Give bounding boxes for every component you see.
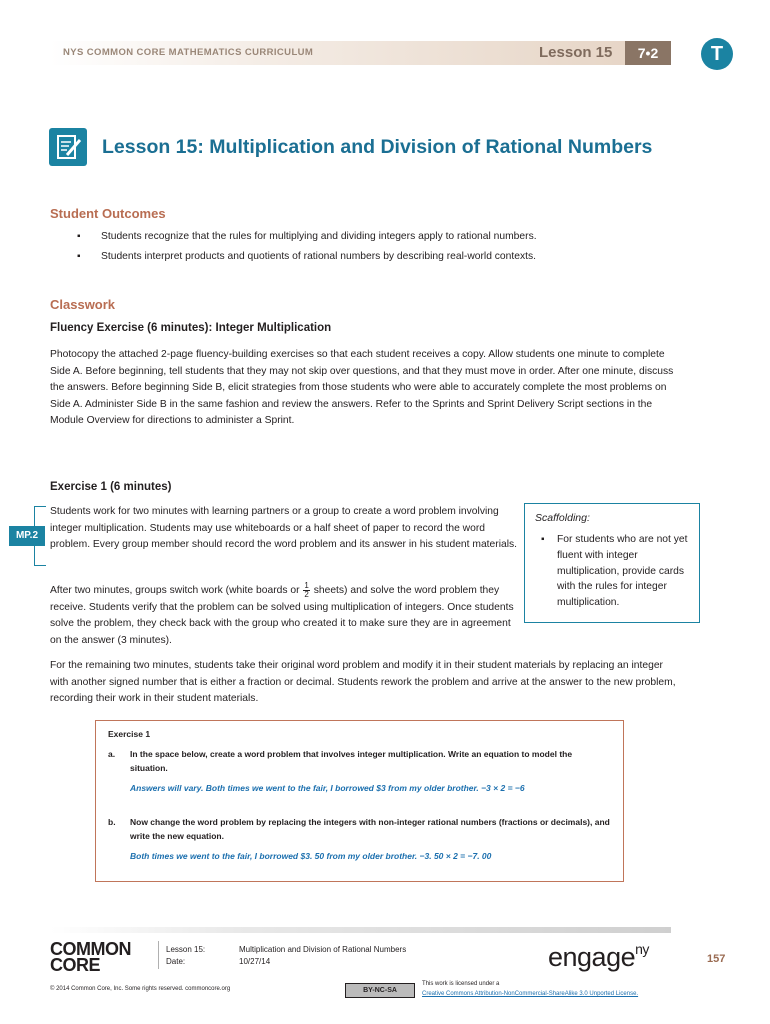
exercise1-paragraph-3: For the remaining two minutes, students take their original word problem and modify it in their student materials by replacing an integer with another signed number that is either a fraction or decimal. Students rework the problem and arrive at the answer to the new problem, recording their work in their student materials. <box>50 660 676 704</box>
part-b-label: b. <box>108 817 116 827</box>
engage-text: engage <box>548 942 636 972</box>
exercise-box-title: Exercise 1 <box>108 729 151 739</box>
part-a-label: a. <box>108 749 116 759</box>
exercise-box <box>95 720 624 882</box>
part-b-answer: Both times we went to the fair, I borrowed $3. 50 from my older brother. −3. 50 × 2 = −7. 00 <box>130 851 492 861</box>
engageny-logo <box>548 941 649 973</box>
logo-line-2: CORE <box>50 955 101 975</box>
exercise-part-b <box>108 815 611 843</box>
exercise-part-a <box>108 747 611 775</box>
footer-lesson-title: Multiplication and Division of Rational Numbers <box>239 945 407 954</box>
student-outcomes-heading: Student Outcomes <box>50 206 166 221</box>
paragraph-text: After two minutes, groups switch work (white boards or <box>50 585 300 597</box>
lesson-title: Lesson 15: Multiplication and Division of Rational Numbers <box>102 136 653 158</box>
exercise1-heading: Exercise 1 (6 minutes) <box>50 481 172 493</box>
part-a-prompt: In the space below, create a word problem that involves integer multiplication. Write an equation to model the situation. <box>130 749 573 773</box>
one-half-fraction <box>303 582 309 599</box>
footer-divider <box>158 941 159 969</box>
footer-values <box>239 944 406 968</box>
list-item: ▪ Students recognize that the rules for multiplying and dividing integers apply to rational numbers. <box>77 227 697 247</box>
scaffolding-text: ▪ For students who are not yet fluent with integer multiplication, provide cards with the rules for integer multiplication. <box>535 532 689 611</box>
classwork-heading: Classwork <box>50 297 116 312</box>
footer-lesson-label: Lesson 15: <box>166 945 206 954</box>
paragraph-text: sheets) and solve the word problem they receive. Students verify that the problem can be solved using multiplication of integers. Once students solve the problem, they check back with the group who created it to make sure they are in agreement on the answer (3 minutes). <box>50 585 514 646</box>
fluency-heading: Fluency Exercise (6 minutes): Integer Multiplication <box>50 322 332 334</box>
fraction-denominator: 2 <box>304 590 309 599</box>
fraction-numerator: 1 <box>304 581 309 590</box>
footer-date: 10/27/14 <box>239 957 271 966</box>
license-line-1: This work is licensed under a <box>422 981 500 987</box>
creative-commons-icon: BY-NC-SA <box>345 983 415 998</box>
notepad-pencil-icon <box>49 128 87 166</box>
header-lesson: Lesson 15 <box>539 44 613 61</box>
footer-date-label: Date: <box>166 957 186 966</box>
license-notice <box>422 979 638 999</box>
footer-rule <box>50 927 671 933</box>
module-badge: 7•2 <box>625 41 671 65</box>
list-item: ▪ Students interpret products and quotients of rational numbers by describing real-world contexts. <box>77 247 697 267</box>
logo-line-1: COMMON <box>50 939 131 959</box>
teacher-badge: T <box>701 38 733 70</box>
part-a-answer: Answers will vary. Both times we went to the fair, I borrowed $3 from my older brother. −3 × 2 = −6 <box>130 783 525 793</box>
curriculum-label: NYS COMMON CORE MATHEMATICS CURRICULUM <box>63 47 314 58</box>
fluency-paragraph: Photocopy the attached 2-page fluency-building exercises so that each student receives a copy. Allow students one minute to complete Side A. Before beginning, tell students that they may not skip over questions, and that they must move in order. After one minute, discuss the answers. Before beginning Side B, elicit strategies from those students who were able to accurately complete the most problems on Side A. Administer Side B in the same fashion and review the answers. Refer to the Sprints and Sprint Delivery Script sections in the Module Overview for directions to administer a Sprint. <box>50 349 674 426</box>
mp2-badge: MP.2 <box>9 526 45 546</box>
ny-text: ny <box>635 941 649 957</box>
exercise1-paragraph-2 <box>50 582 518 649</box>
exercise1-paragraph-1: Students work for two minutes with learning partners or a group to create a word problem involving integer multiplication. Students may use whiteboards or a half sheet of paper to record the word problem. Every group member should record the word problem and its answer in his student materials. <box>50 506 518 550</box>
common-core-logo <box>50 941 131 973</box>
outcomes-list <box>77 227 697 267</box>
part-b-prompt: Now change the word problem by replacing the integers with non-integer rational numbers (fractions or decimals), and write the new equation. <box>130 817 610 841</box>
scaffolding-title: Scaffolding: <box>535 512 590 524</box>
scaffolding-box <box>524 503 700 623</box>
page-number: 157 <box>707 953 726 965</box>
footer-labels <box>166 944 205 968</box>
license-link[interactable]: Creative Commons Attribution-NonCommercial-ShareAlike 3.0 Unported License. <box>422 991 639 997</box>
copyright-notice: © 2014 Common Core, Inc. Some rights reserved. commoncore.org <box>50 986 231 992</box>
